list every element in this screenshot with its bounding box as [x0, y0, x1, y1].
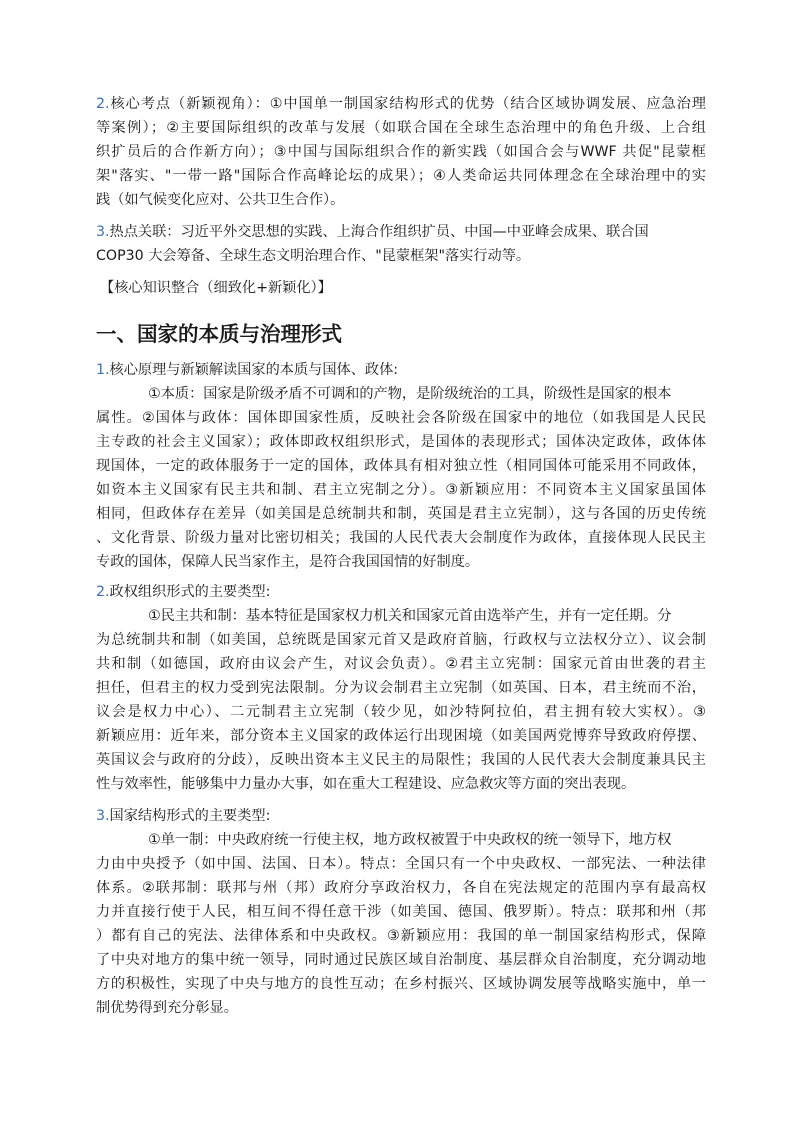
text-line: 专政的国体，保障人民当家作主，是符合我国国情的好制度。 — [96, 554, 480, 570]
text-line: 担任，但君主的权力受到宪法限制。分为议会制君主立宪制（如英国、日本，君主统而不治， — [96, 680, 706, 696]
text-line — [96, 92, 706, 116]
item-state-structure — [96, 804, 706, 1020]
text-line-content: 热点关联：习近平外交思想的实践、上海合作组织扩员、中国—中亚峰会成果、联合国 — [109, 224, 649, 240]
list-number: 3. — [96, 224, 110, 240]
text-line: 相同，但政体存在差异（如美国是总统制共和制，英国是君主立宪制），这与各国的历史传统 — [96, 506, 706, 522]
text-line: ①本质：国家是阶级矛盾不可调和的产物，是阶级统治的工具，阶级性是国家的根本 — [148, 386, 672, 402]
text-line: 、文化背景、阶级力量对比密切相关；我国的人民代表大会制度作为政体，直接体现人民民主 — [96, 530, 706, 546]
text-line: 等案例）；②主要国际组织的改革与发展（如联合国在全球生态治理中的角色升级、上合组 — [96, 120, 706, 136]
text-line-content: 核心考点（新颖视角）：①中国单一制国家结构形式的优势（结合区域协调发展、应急治理 — [109, 96, 706, 112]
list-number: 1. — [96, 362, 110, 378]
text-line: 体系。②联邦制：联邦与州（邦）政府分享政治权力，各自在宪法规定的范围内享有最高权 — [96, 880, 706, 896]
text-line: 践（如气候变化应对、公共卫生合作）。 — [96, 192, 345, 208]
text-line: 如资本主义国家有民主共和制、君主立宪制之分）。③新颖应用：不同资本主义国家虽国体 — [96, 482, 706, 498]
section-heading: 一、国家的本质与治理形式 — [96, 322, 342, 346]
text-line — [96, 220, 706, 244]
item-title — [96, 580, 706, 604]
item-title — [96, 804, 706, 828]
item-title-text: 政权组织形式的主要类型: — [109, 584, 271, 600]
section-bracket-title: 【核心知识整合（细致化+新颖化）】 — [100, 280, 332, 296]
item-regime-types — [96, 580, 706, 796]
text-line: 英国议会与政府的分歧），反映出资本主义民主的局限性；我国的人民代表大会制度兼具民主 — [96, 752, 706, 768]
item-title-text: 核心原理与新颖解读国家的本质与国体、政体: — [109, 362, 399, 378]
text-line: 性与效率性，能够集中力量办大事，如在重大工程建设、应急救灾等方面的突出表现。 — [96, 776, 636, 792]
text-line: 属性。②国体与政体：国体即国家性质，反映社会各阶级在国家中的地位（如我国是人民民 — [96, 410, 706, 426]
item-nature-of-state — [96, 358, 706, 574]
text-line: 为总统制共和制（如美国，总统既是国家元首又是政府首脑，行政权与立法权分立）、议会制 — [96, 632, 706, 648]
text-line: 新颖应用：近年来，部分资本主义国家的政体运行出现困境（如美国两党博弈导致政府停摆、 — [96, 728, 706, 744]
list-number: 2. — [96, 584, 110, 600]
list-number: 2. — [96, 96, 110, 112]
item-title-text: 国家结构形式的主要类型: — [109, 808, 271, 824]
key-points-paragraph — [96, 92, 706, 212]
text-line: 方的积极性，实现了中央与地方的良性互动；在乡村振兴、区域协调发展等战略实施中，单一 — [96, 976, 706, 992]
text-line: 现国体，一定的政体服务于一定的国体，政体具有相对独立性（相同国体可能采用不同政体， — [96, 458, 706, 474]
text-line: 制优势得到充分彰显。 — [96, 1000, 238, 1016]
text-line: 架"落实、"一带一路"国际合作高峰论坛的成果）；④人类命运共同体理念在全球治理中的实 — [96, 168, 706, 184]
text-line: ）都有自己的宪法、法律体系和中央政权。③新颖应用：我国的单一制国家结构形式，保障 — [96, 928, 706, 944]
hot-topics-paragraph — [96, 220, 706, 268]
text-line: 力由中央授予（如中国、法国、日本）。特点：全国只有一个中央政权、一部宪法、一种法律 — [96, 856, 706, 872]
text-line: ①单一制：中央政府统一行使主权，地方政权被置于中央政权的统一领导下，地方权 — [148, 832, 672, 848]
text-line: 力并直接行使于人民，相互间不得任意干涉（如美国、德国、俄罗斯）。特点：联邦和州（邦 — [96, 904, 706, 920]
text-line: COP30 大会筹备、全球生态文明治理合作、"昆蒙框架"落实行动等。 — [96, 248, 531, 264]
text-line: 了中央对地方的集中统一领导，同时通过民族区域自治制度、基层群众自治制度，充分调动地 — [96, 952, 706, 968]
text-line: 织扩员后的合作新方向）；③中国与国际组织合作的新实践（如国合会与WWF 共促"昆蒙框 — [96, 144, 706, 160]
item-title — [96, 358, 706, 382]
text-line: 议会是权力中心）、二元制君主立宪制（较少见，如沙特阿拉伯，君主拥有较大实权）。③ — [96, 704, 706, 720]
text-line: 主专政的社会主义国家）；政体即政权组织形式，是国体的表现形式；国体决定政体，政体体 — [96, 434, 706, 450]
text-line: ①民主共和制：基本特征是国家权力机关和国家元首由选举产生，并有一定任期。分 — [148, 608, 672, 624]
list-number: 3. — [96, 808, 110, 824]
text-line: 共和制（如德国，政府由议会产生，对议会负责）。②君主立宪制：国家元首由世袭的君主 — [96, 656, 706, 672]
